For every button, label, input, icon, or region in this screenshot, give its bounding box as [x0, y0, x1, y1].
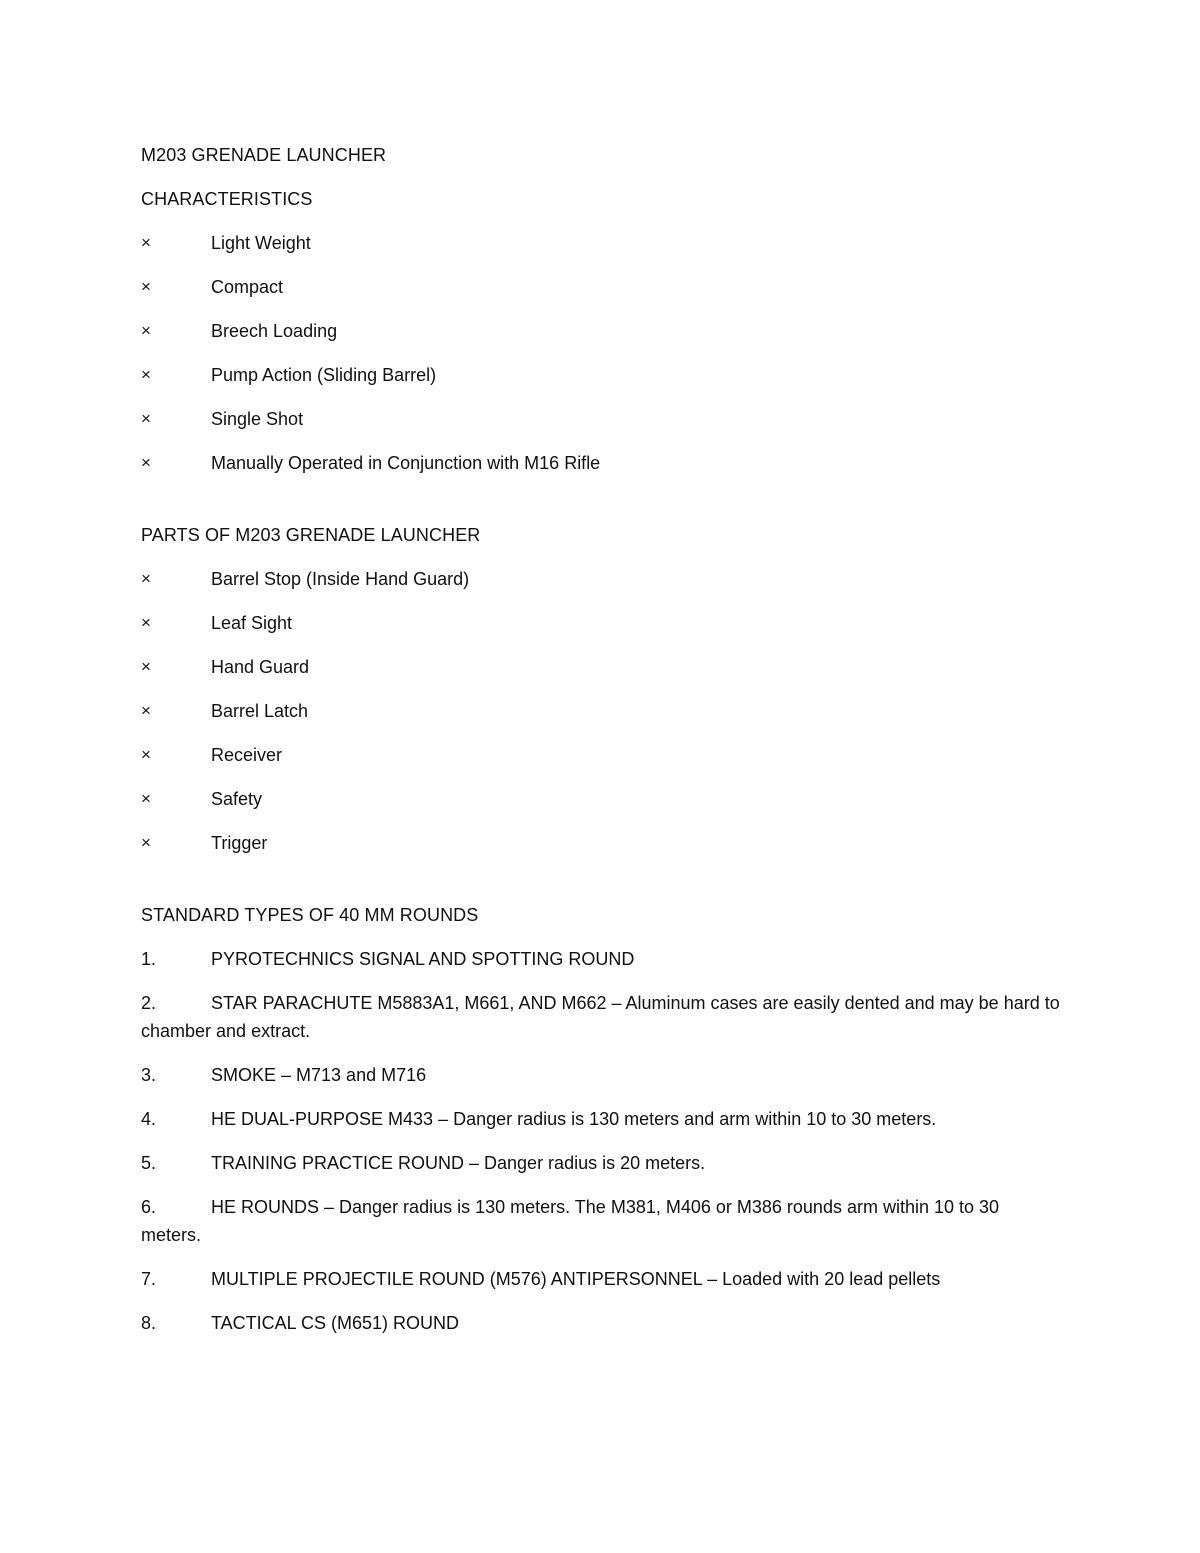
list-item-text: TRAINING PRACTICE ROUND – Danger radius is 20 meters. — [211, 1153, 706, 1173]
list-number: 5. — [141, 1153, 157, 1173]
list-item-text: HE DUAL-PURPOSE M433 – Danger radius is 130 meters and arm within 10 to 30 meters. — [211, 1109, 937, 1129]
list-item-text: TACTICAL CS (M651) ROUND — [211, 1313, 460, 1333]
list-item — [141, 405, 1061, 433]
list-item — [141, 273, 1061, 301]
list-item-text: Trigger — [211, 833, 268, 853]
list-item-text: Pump Action (Sliding Barrel) — [211, 365, 437, 385]
bullet-x-icon: × — [141, 365, 151, 384]
list-item-text: SMOKE – M713 and M716 — [211, 1065, 427, 1085]
list-item — [141, 697, 1061, 725]
list-item-text: Manually Operated in Conjunction with M16 Rifle — [211, 453, 601, 473]
list-item — [141, 945, 1061, 973]
characteristics-heading: CHARACTERISTICS — [141, 189, 313, 209]
list-number: 8. — [141, 1313, 157, 1333]
list-item-text: Single Shot — [211, 409, 304, 429]
list-item — [141, 785, 1061, 813]
bullet-x-icon: × — [141, 657, 151, 676]
list-item — [141, 1265, 1061, 1293]
bullet-x-icon: × — [141, 789, 151, 808]
list-item — [141, 1193, 1061, 1249]
list-item — [141, 989, 1061, 1045]
section-spacer — [141, 873, 1061, 901]
bullet-x-icon: × — [141, 233, 151, 252]
list-item-text: MULTIPLE PROJECTILE ROUND (M576) ANTIPERSONNEL – Loaded with 20 lead pellets — [211, 1269, 941, 1289]
list-item-text: PYROTECHNICS SIGNAL AND SPOTTING ROUND — [211, 949, 635, 969]
parts-list — [141, 565, 1061, 857]
list-item — [141, 361, 1061, 389]
list-item-text: Receiver — [211, 745, 283, 765]
list-item — [141, 1309, 1061, 1337]
list-number: 3. — [141, 1065, 157, 1085]
rounds-heading: STANDARD TYPES OF 40 MM ROUNDS — [141, 905, 479, 925]
list-item — [141, 829, 1061, 857]
bullet-x-icon: × — [141, 745, 151, 764]
rounds-list — [141, 945, 1061, 1337]
list-item — [141, 317, 1061, 345]
parts-heading: PARTS OF M203 GRENADE LAUNCHER — [141, 525, 481, 545]
bullet-x-icon: × — [141, 833, 151, 852]
list-item — [141, 1149, 1061, 1177]
list-item — [141, 653, 1061, 681]
list-item — [141, 449, 1061, 477]
list-number: 6. — [141, 1197, 157, 1217]
document-title: M203 GRENADE LAUNCHER — [141, 145, 387, 165]
list-number: 7. — [141, 1269, 157, 1289]
list-item-text: STAR PARACHUTE M5883A1, M661, AND M662 – Aluminum cases are easily dented and may be hard to chamber and extract. — [141, 993, 1060, 1041]
list-item — [141, 565, 1061, 593]
list-item — [141, 229, 1061, 257]
list-item-text: Hand Guard — [211, 657, 310, 677]
list-number: 4. — [141, 1109, 157, 1129]
document-body — [141, 141, 1061, 1353]
section-spacer — [141, 493, 1061, 521]
list-item-text: Compact — [211, 277, 284, 297]
bullet-x-icon: × — [141, 613, 151, 632]
list-item-text: Safety — [211, 789, 263, 809]
bullet-x-icon: × — [141, 453, 151, 472]
list-number: 2. — [141, 993, 157, 1013]
list-item-text: HE ROUNDS – Danger radius is 130 meters. The M381, M406 or M386 rounds arm within 10 to 30 meters. — [141, 1197, 1000, 1245]
bullet-x-icon: × — [141, 409, 151, 428]
list-item-text: Barrel Latch — [211, 701, 309, 721]
list-item — [141, 1061, 1061, 1089]
list-item-text: Light Weight — [211, 233, 311, 253]
list-item-text: Barrel Stop (Inside Hand Guard) — [211, 569, 470, 589]
list-number: 1. — [141, 949, 157, 969]
bullet-x-icon: × — [141, 321, 151, 340]
list-item — [141, 609, 1061, 637]
bullet-x-icon: × — [141, 277, 151, 296]
list-item-text: Leaf Sight — [211, 613, 293, 633]
list-item — [141, 1105, 1061, 1133]
characteristics-list — [141, 229, 1061, 477]
bullet-x-icon: × — [141, 569, 151, 588]
bullet-x-icon: × — [141, 701, 151, 720]
list-item — [141, 741, 1061, 769]
list-item-text: Breech Loading — [211, 321, 338, 341]
